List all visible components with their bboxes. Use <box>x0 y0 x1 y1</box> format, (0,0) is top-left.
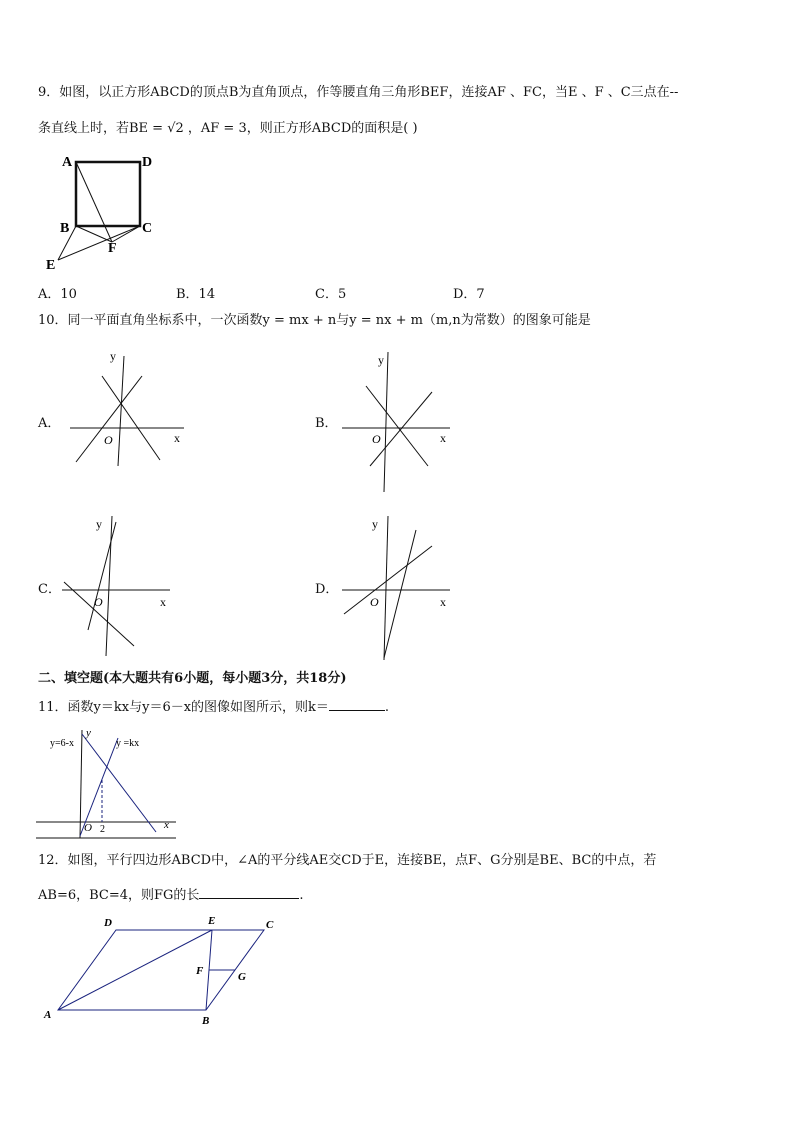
segment-af <box>76 162 112 242</box>
point-label-a: A <box>44 1009 52 1021</box>
q11-stem <box>38 696 389 717</box>
q10-stem: 10．同一平面直角坐标系中，一次函数y = mx + n与y = nx + m（m,n为常数）的图象可能是 <box>38 313 591 328</box>
y-axis <box>118 356 124 466</box>
axis-x-label: x <box>440 595 446 609</box>
label-y-6-x: y=6-x <box>50 738 74 749</box>
q9-square-figure <box>40 150 160 273</box>
origin-label: O <box>370 595 379 609</box>
q11-graph <box>36 727 186 840</box>
point-label-e: E <box>208 915 216 927</box>
q11-stem-end: . <box>384 700 390 715</box>
axis-x-label: x <box>174 431 180 445</box>
q12-parallelogram-figure <box>40 912 300 1032</box>
q10-choice-b-label[interactable]: B． <box>315 416 338 431</box>
segment-ae <box>58 930 212 1010</box>
y-axis <box>106 516 112 656</box>
q12-answer-blank[interactable] <box>199 884 299 899</box>
q9-stem-line1: 9．如图，以正方形ABCD的顶点B为直角顶点，作等腰直角三角形BEF，连接AF 、FC，当E 、F 、C三点在-- <box>38 85 679 100</box>
point-label-f: F <box>108 241 117 256</box>
q10-choice-d-label[interactable]: D． <box>315 582 339 597</box>
q10-graph-d <box>340 510 470 660</box>
q12-stem-line2-text: AB=6，BC=4，则FG的长 <box>38 888 200 903</box>
q12-stem-line1: 12．如图，平行四边形ABCD中，∠A的平分线AE交CD于E，连接BE，点F、G分别是BE、BC的中点，若 <box>38 853 657 868</box>
point-label-c: C <box>142 221 153 236</box>
axis-y-label: y <box>372 517 378 531</box>
line-2 <box>384 530 416 658</box>
origin-label: O <box>84 822 92 834</box>
q10-graph-a <box>66 350 196 470</box>
axis-x-label: x <box>164 819 169 831</box>
line-1 <box>88 522 116 630</box>
square-abcd <box>76 162 140 226</box>
line-2 <box>64 582 134 646</box>
q9-option-a[interactable]: A．10 <box>38 287 77 302</box>
q12-stem-line2 <box>38 884 304 905</box>
y-axis <box>384 352 388 492</box>
axis-y-label: y <box>96 517 102 531</box>
origin-label: O <box>104 433 113 447</box>
point-label-d: D <box>104 917 112 929</box>
q11-answer-blank[interactable] <box>329 696 385 711</box>
axis-y-label: y <box>378 353 384 367</box>
q9-stem-line2: 条直线上时，若BE = √2 ，AF = 3，则正方形ABCD的面积是( ) <box>38 121 418 136</box>
q12-stem-end: . <box>299 888 304 903</box>
q10-graph-c <box>60 510 190 660</box>
tick-label-2: 2 <box>100 824 105 835</box>
q10-graph-b <box>340 350 470 500</box>
segment-ec <box>58 226 140 260</box>
axis-y-label: y <box>86 727 91 739</box>
section-2-heading: 二、填空题(本大题共有6小题，每小题3分，共18分) <box>38 671 347 686</box>
axis-y-label: y <box>110 349 116 363</box>
point-label-f: F <box>196 965 204 977</box>
point-label-b: B <box>60 221 70 236</box>
point-label-a: A <box>62 155 73 170</box>
origin-label: O <box>372 432 381 446</box>
y-axis <box>384 516 388 660</box>
line-2 <box>366 386 428 466</box>
axis-x-label: x <box>440 431 446 445</box>
q9-option-c[interactable]: C．5 <box>315 287 347 302</box>
label-y-kx: y =kx <box>116 738 140 749</box>
origin-label: O <box>94 595 103 609</box>
q10-choice-c-label[interactable]: C． <box>38 582 61 597</box>
point-label-c: C <box>266 919 274 931</box>
line-1 <box>344 546 432 614</box>
point-label-g: G <box>238 971 246 983</box>
point-label-b: B <box>202 1015 210 1027</box>
point-label-e: E <box>46 258 56 273</box>
axis-x-label: x <box>160 595 166 609</box>
q11-stem-text: 11．函数y＝kx与y＝6－x的图像如图所示，则k＝ <box>38 700 329 715</box>
line-2 <box>102 376 160 460</box>
q10-choice-a-label[interactable]: A． <box>38 416 61 431</box>
q9-option-d[interactable]: D．7 <box>453 287 485 302</box>
q9-option-b[interactable]: B．14 <box>176 287 216 302</box>
segment-fc <box>112 226 140 242</box>
point-label-d: D <box>142 155 153 170</box>
